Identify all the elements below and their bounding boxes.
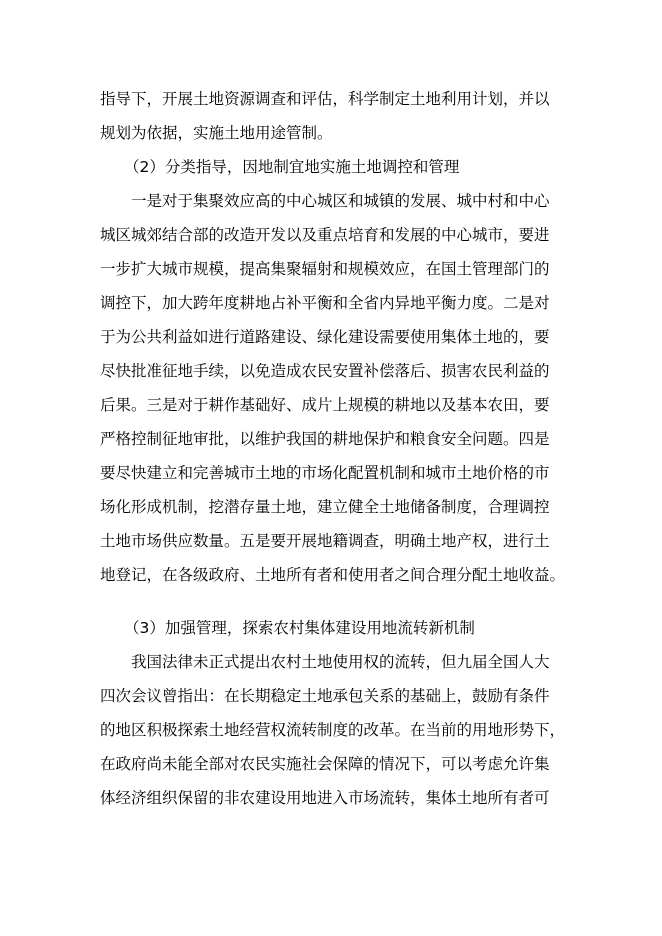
text-line: 体经济组织保留的非农建设用地进入市场流转，集体土地所有者可	[100, 789, 550, 807]
text-line: 尽快批准征地手续，以免造成农民安置补偿落后、损害农民利益的	[100, 362, 550, 380]
text-line: 城区城郊结合部的改造开发以及重点培育和发展的中心城市，要进	[100, 226, 550, 244]
text-line: 场化形成机制，挖潜存量土地，建立健全土地储备制度，合理调控	[100, 498, 550, 516]
text-line: 规划为依据，实施土地用途管制。	[100, 124, 333, 142]
text-line: 在政府尚未能全部对农民实施社会保障的情况下，可以考虑允许集	[100, 755, 550, 773]
text-line: 后果。三是对于耕作基础好、成片上规模的耕地以及基本农田，要	[100, 396, 550, 414]
text-line: 指导下，开展土地资源调查和评估，科学制定土地利用计划，并以	[100, 90, 550, 108]
text-line: 的地区积极探索土地经营权流转制度的改革。在当前的用地形势下，	[100, 721, 566, 739]
text-line: 要尽快建立和完善城市土地的市场化配置机制和城市土地价格的市	[100, 464, 550, 482]
text-line: 地登记，在各级政府、土地所有者和使用者之间合理分配土地收益。	[100, 566, 566, 584]
text-line: 严格控制征地审批，以维护我国的耕地保护和粮食安全问题。四是	[100, 430, 550, 448]
text-line: 于为公共利益如进行道路建设、绿化建设需要使用集体土地的，要	[100, 328, 550, 346]
text-line: 四次会议曾指出：在长期稳定土地承包关系的基础上，鼓励有条件	[100, 687, 550, 705]
text-line: 一步扩大城市规模，提高集聚辐射和规模效应，在国土管理部门的	[100, 260, 550, 278]
text-line: 一是对于集聚效应高的中心城区和城镇的发展、城中村和中心	[131, 192, 550, 210]
text-line: 调控下，加大跨年度耕地占补平衡和全省内异地平衡力度。二是对	[100, 294, 550, 312]
text-line: 土地市场供应数量。五是要开展地籍调查，明确土地产权，进行土	[100, 532, 550, 550]
text-line: 我国法律未正式提出农村土地使用权的流转，但九届全国人大	[131, 653, 550, 671]
section-heading: （2）分类指导，因地制宜地实施土地调控和管理	[124, 158, 460, 176]
section-heading: （3）加强管理，探索农村集体建设用地流转新机制	[124, 619, 475, 637]
